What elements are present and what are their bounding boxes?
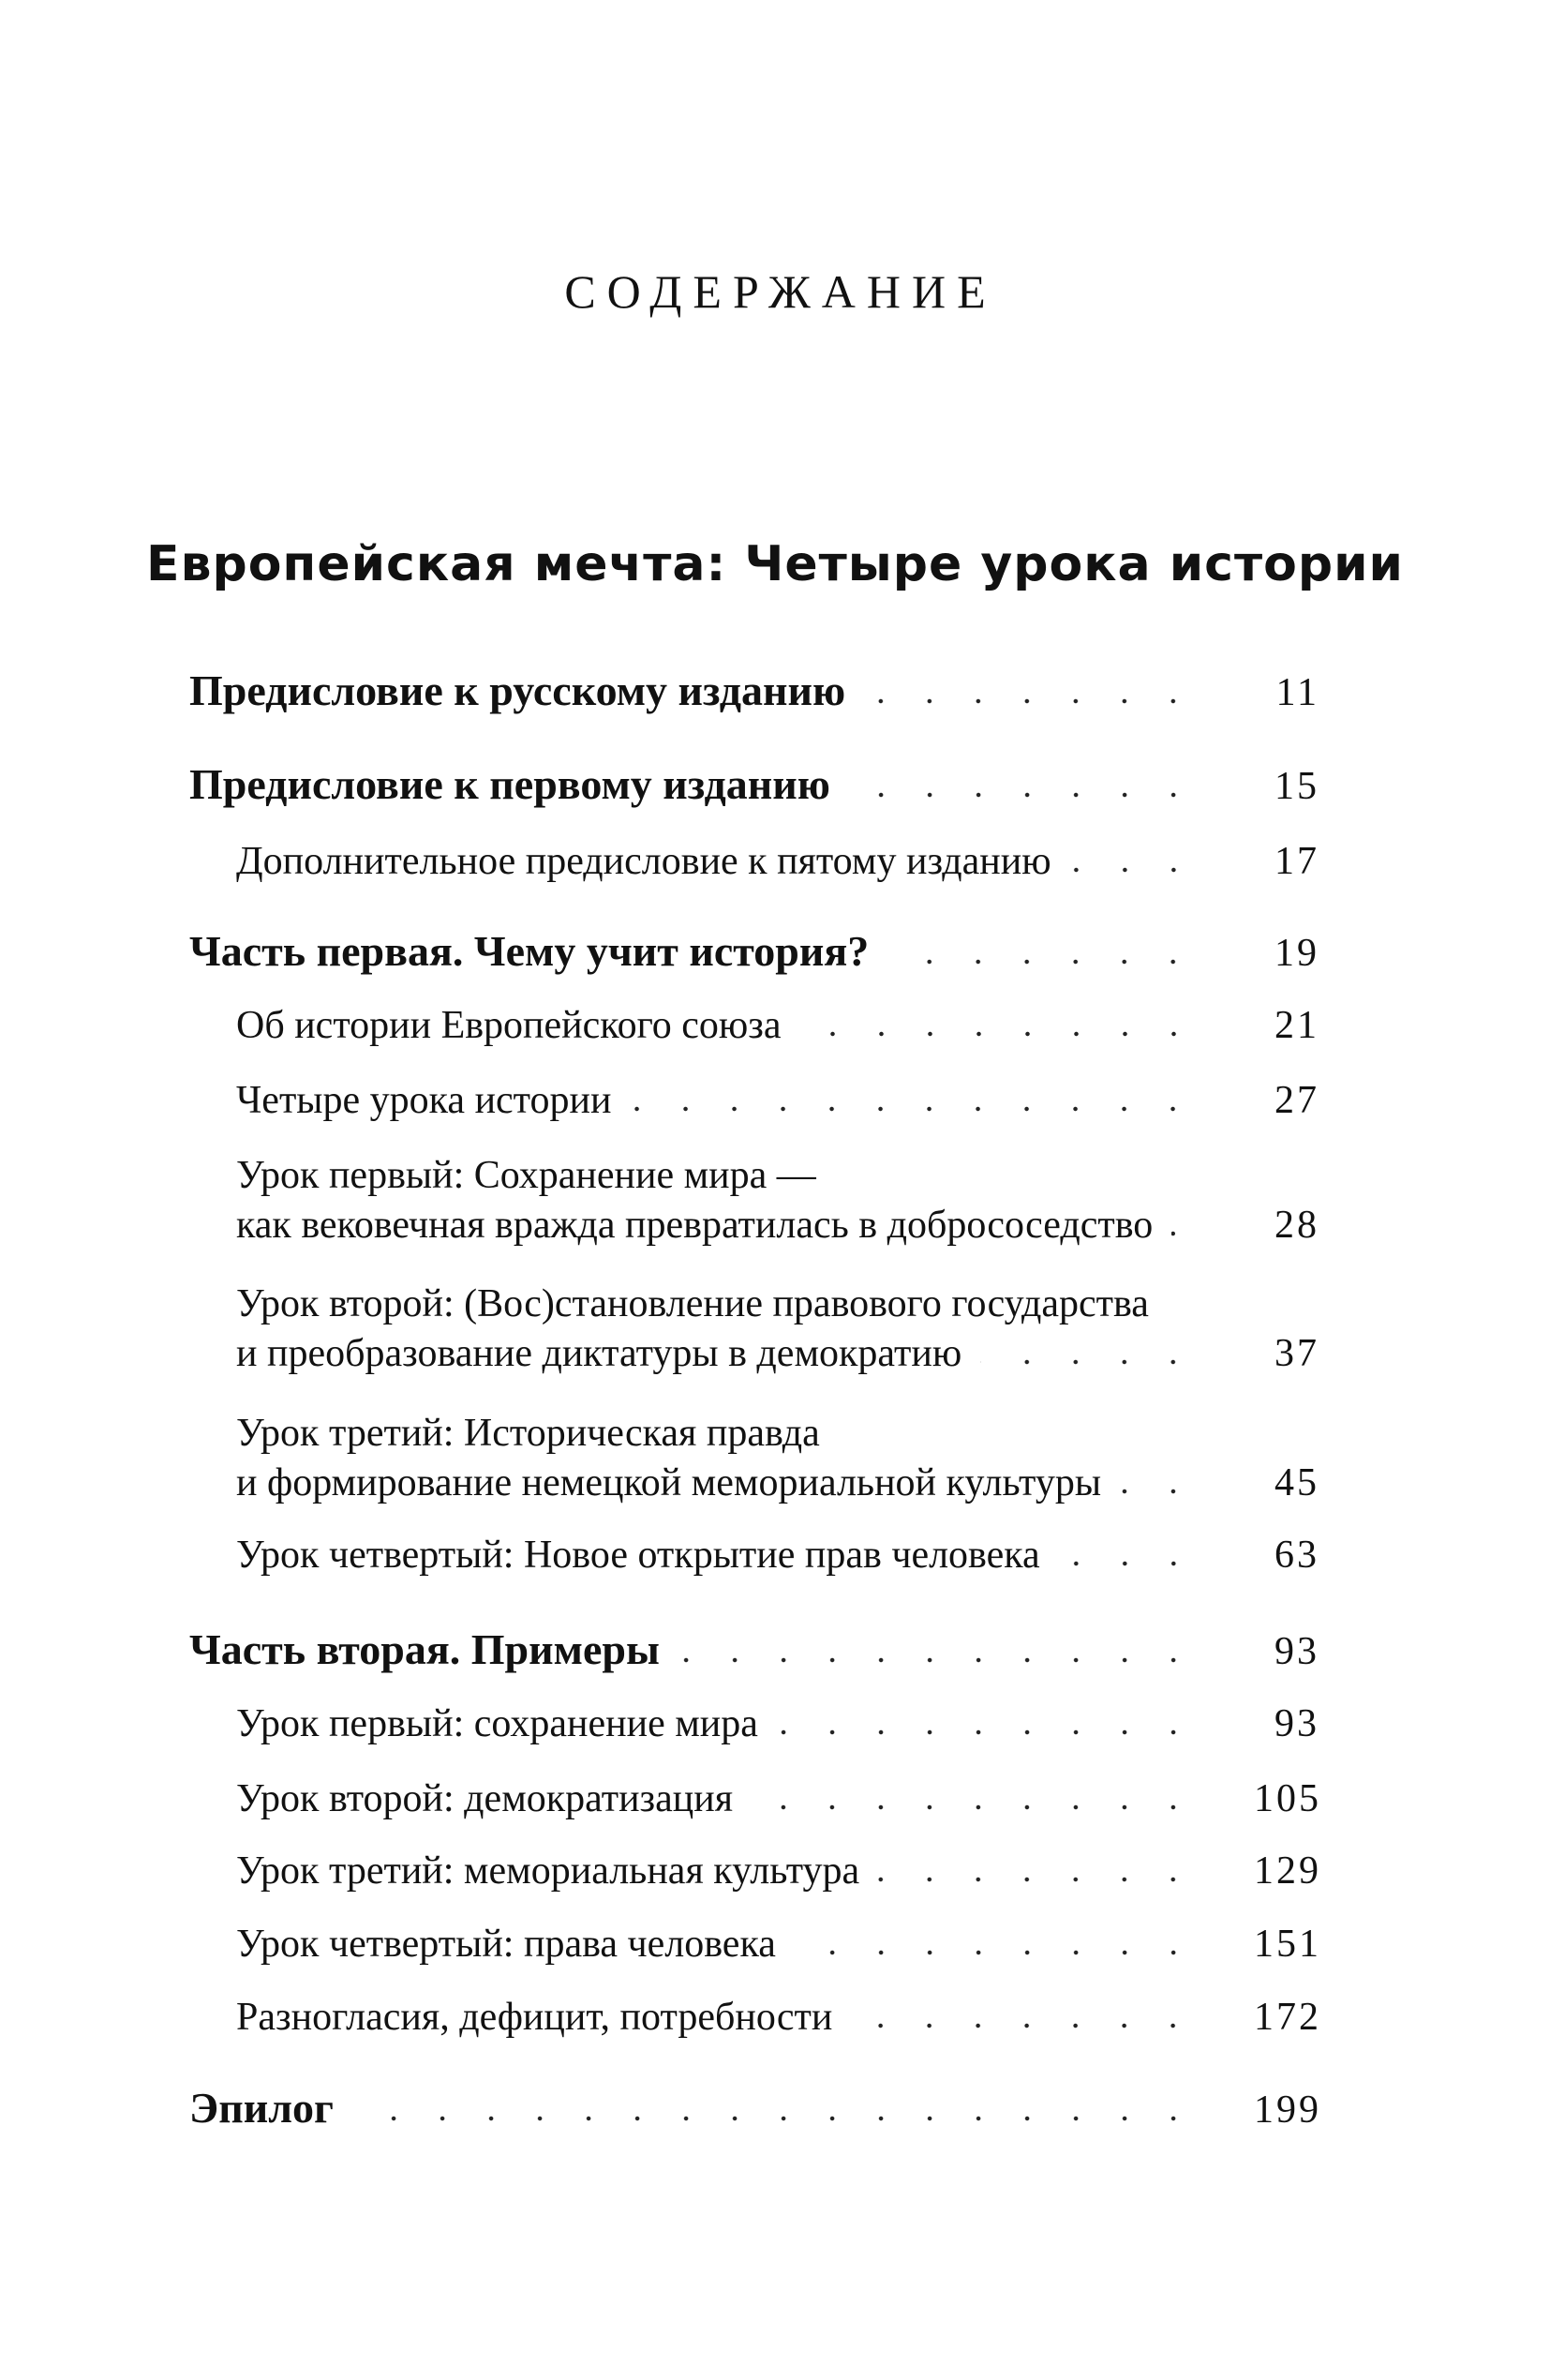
dot-leader bbox=[980, 1357, 1198, 1367]
dot-leader bbox=[849, 790, 1198, 800]
toc-entry[interactable] bbox=[0, 1003, 1550, 1048]
dot-leader bbox=[795, 1948, 1198, 1957]
page-number: 151 bbox=[1254, 1923, 1321, 1966]
page-number: 21 bbox=[1274, 1004, 1319, 1047]
page-number: 63 bbox=[1274, 1534, 1319, 1577]
dot-leader bbox=[1070, 865, 1198, 875]
entry-title: Урок второй: демократизация bbox=[236, 1777, 734, 1820]
dot-leader bbox=[630, 1104, 1198, 1114]
toc-entry[interactable] bbox=[0, 1148, 1550, 1248]
toc-entry[interactable] bbox=[0, 926, 1550, 976]
dot-leader bbox=[878, 1875, 1198, 1884]
dot-leader bbox=[1059, 1559, 1198, 1568]
entry-title: Предисловие к русскому изданию bbox=[189, 666, 846, 714]
entry-title: Эпилог bbox=[189, 2084, 334, 2132]
entry-title-line: Урок второй: (Вос)становление правового государства bbox=[236, 1282, 1149, 1325]
page-number: 45 bbox=[1274, 1461, 1319, 1504]
entry-title: Разногласия, дефицит, потребности bbox=[236, 1996, 833, 2039]
page-number: 17 bbox=[1274, 840, 1319, 883]
page-number: 93 bbox=[1274, 1702, 1319, 1745]
entry-title: как вековечная вражда превратилась в добрососедство bbox=[236, 1204, 1154, 1247]
entry-title-line: Урок третий: Историческая правда bbox=[236, 1412, 820, 1455]
toc-entry[interactable] bbox=[0, 1406, 1550, 1505]
toc-entry[interactable] bbox=[0, 1277, 1550, 1376]
dot-leader bbox=[851, 2021, 1198, 2030]
page-number: 172 bbox=[1254, 1996, 1321, 2039]
page-number: 28 bbox=[1274, 1204, 1319, 1247]
page-number: 93 bbox=[1274, 1630, 1319, 1673]
entry-title: Часть вторая. Примеры bbox=[189, 1625, 660, 1673]
entry-title: Четыре урока истории bbox=[236, 1079, 612, 1122]
entry-title: Об истории Европейского союза bbox=[236, 1004, 782, 1047]
page-number: 15 bbox=[1274, 765, 1319, 808]
entry-title: и преобразование диктатуры в демократию bbox=[236, 1332, 962, 1375]
page-number: 199 bbox=[1254, 2088, 1321, 2132]
toc-entry[interactable] bbox=[0, 2083, 1550, 2133]
book-title: Европейская мечта: Четыре урока истории bbox=[146, 536, 1404, 592]
toc-entry[interactable] bbox=[0, 1624, 1550, 1674]
dot-leader bbox=[864, 696, 1198, 706]
toc-entry[interactable] bbox=[0, 1701, 1550, 1746]
dot-leader bbox=[352, 2114, 1198, 2123]
dot-leader bbox=[800, 1029, 1199, 1039]
page-number: 27 bbox=[1274, 1079, 1319, 1122]
page-number: 37 bbox=[1274, 1332, 1319, 1375]
contents-heading: СОДЕРЖАНИЕ bbox=[564, 265, 997, 318]
toc-entry[interactable] bbox=[0, 1849, 1550, 1894]
dot-leader bbox=[1171, 1229, 1198, 1238]
page-number: 105 bbox=[1254, 1777, 1321, 1820]
entry-title: Урок третий: мемориальная культура bbox=[236, 1849, 860, 1893]
entry-title: Часть первая. Чему учит история? bbox=[189, 927, 870, 975]
toc-entry[interactable] bbox=[0, 1776, 1550, 1821]
entry-title-line: Урок первый: Сохранение мира — bbox=[236, 1154, 816, 1197]
toc-entry[interactable] bbox=[0, 759, 1550, 809]
dot-leader bbox=[678, 1655, 1198, 1665]
dot-leader bbox=[752, 1803, 1198, 1812]
dot-leader bbox=[777, 1728, 1198, 1737]
page-number: 11 bbox=[1275, 671, 1319, 714]
entry-title: Урок первый: сохранение мира bbox=[236, 1702, 758, 1745]
toc-entry[interactable] bbox=[0, 839, 1550, 884]
toc-entry[interactable] bbox=[0, 1078, 1550, 1123]
entry-title: Дополнительное предисловие к пятому изданию bbox=[236, 840, 1051, 883]
toc-entry[interactable] bbox=[0, 1533, 1550, 1578]
page-number: 19 bbox=[1274, 932, 1319, 975]
entry-title: Предисловие к первому изданию bbox=[189, 760, 830, 808]
entry-title: Урок четвертый: права человека bbox=[236, 1923, 776, 1966]
page-number: 129 bbox=[1254, 1849, 1321, 1893]
entry-title: и формирование немецкой мемориальной культуры bbox=[236, 1461, 1102, 1504]
dot-leader bbox=[1120, 1487, 1198, 1496]
toc-entry[interactable] bbox=[0, 666, 1550, 715]
entry-title: Урок четвертый: Новое открытие прав человека bbox=[236, 1534, 1040, 1577]
toc-entry[interactable] bbox=[0, 1995, 1550, 2040]
dot-leader bbox=[887, 957, 1198, 966]
toc-entry[interactable] bbox=[0, 1922, 1550, 1967]
